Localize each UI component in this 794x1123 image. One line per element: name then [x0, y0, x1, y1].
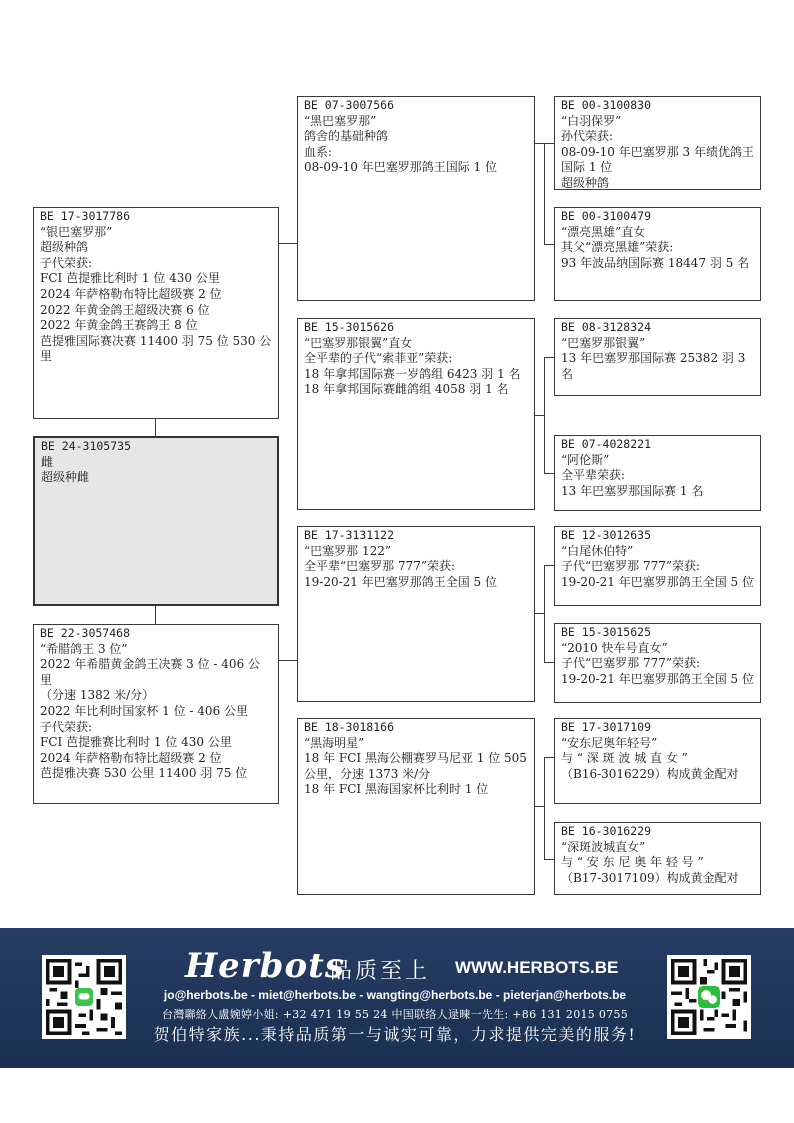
sire-detail: 超级种鸽 — [40, 240, 89, 255]
brand-row — [185, 946, 625, 988]
sire-dam-card — [297, 318, 535, 510]
connector-line — [544, 357, 554, 358]
bird-detail: 与 “ 深 斑 波 城 直 女 ” — [561, 751, 688, 766]
footer-band — [0, 928, 794, 1068]
connector-line — [544, 859, 554, 860]
dam-card — [33, 624, 279, 804]
bird-detail: 13 年巴塞罗那国际赛 1 名 — [561, 483, 704, 498]
subject-card — [33, 436, 279, 606]
bird-detail: 与 “ 安 东 尼 奥 年 轻 号 ” — [561, 855, 704, 870]
bird-detail: 08-09-10 年巴塞罗那 3 年绩优鸽王国际 1 位 — [561, 144, 754, 175]
line-qr-code[interactable] — [42, 955, 126, 1039]
connector-line — [544, 244, 554, 245]
ring-number: BE 17-3017109 — [561, 720, 652, 734]
bird-detail: 全平辈“巴塞罗那 777”荣获: — [304, 559, 456, 574]
sire-card — [33, 207, 279, 419]
bird-detail: 18 年 FCI 黑海公棚赛罗马尼亚 1 位 505 公里，分速 1373 米/分 — [304, 751, 527, 781]
connector-line — [279, 660, 297, 661]
ring-number: BE 24-3105735 — [41, 439, 132, 453]
ring-number: BE 15-3015626 — [304, 320, 395, 334]
ancestor-card — [554, 822, 761, 895]
ancestor-card — [554, 526, 761, 606]
ring-number: BE 07-4028221 — [561, 437, 652, 451]
ancestor-card — [554, 96, 761, 190]
connector-line — [544, 565, 554, 566]
connector-line — [535, 613, 544, 614]
bird-detail: 19-20-21 年巴塞罗那鸽王全国 5 位 — [561, 574, 754, 589]
connector-line — [279, 243, 297, 244]
bird-detail: 19-20-21 年巴塞罗那鸽王全国 5 位 — [304, 574, 497, 589]
herbots-logo: Herbots — [185, 946, 345, 986]
ancestor-card — [554, 718, 761, 804]
sire-detail: 2022 年黄金鸽王赛鸽王 8 位 — [40, 318, 198, 333]
ancestor-card — [554, 435, 761, 511]
sire-detail: FCI 芭提雅比利时 1 位 430 公里 — [40, 271, 220, 286]
sire-detail: 芭提雅国际赛决赛 11400 羽 75 位 530 公里 — [40, 333, 272, 364]
sire-detail: 2022 年黄金鸽王超级决赛 6 位 — [40, 302, 210, 317]
bird-name: “2010 快车号直女” — [561, 640, 668, 655]
wechat-qr-code[interactable] — [667, 955, 751, 1039]
bird-detail: 93 年波品纳国际赛 18447 羽 5 名 — [561, 255, 750, 270]
bird-detail: （B17-3017109）构成黄金配对 — [561, 870, 739, 885]
bird-detail: 其父“漂亮黑雄”荣获: — [561, 240, 674, 255]
dam-dam-card — [297, 718, 535, 895]
bird-detail: 18 年拿邦国际赛一岁鸽组 6423 羽 1 名 — [304, 366, 521, 381]
ring-number: BE 22-3057468 — [40, 626, 131, 640]
ring-number: BE 12-3012635 — [561, 528, 652, 542]
bird-detail: 超级种鸽 — [561, 175, 610, 190]
qr-code-pattern — [671, 959, 747, 1035]
dam-name: “希腊鸽王 3 位” — [40, 641, 128, 656]
bird-detail: 19-20-21 年巴塞罗那鸽王全国 5 位 — [561, 671, 754, 686]
dam-detail: 芭提雅决赛 530 公里 11400 羽 75 位 — [40, 766, 248, 781]
dam-detail: FCI 芭提雅赛比利时 1 位 430 公里 — [40, 735, 232, 750]
bird-detail: 血系: — [304, 144, 333, 159]
dam-detail: 2022 年希腊黄金鸽王决赛 3 位 - 406 公里 — [40, 657, 261, 687]
bird-name: “白羽保罗” — [561, 113, 622, 128]
connector-line — [544, 757, 554, 758]
bird-name: “阿伦斯” — [561, 452, 610, 467]
ring-number: BE 00-3100479 — [561, 209, 652, 223]
bird-detail: 全平辈荣获: — [561, 468, 626, 483]
bird-detail: 13 年巴塞罗那国际赛 25382 羽 3 名 — [561, 351, 746, 381]
dam-detail: 2024 年萨格勒布特比超级赛 2 位 — [40, 750, 222, 765]
dam-detail: 2022 年比利时国家杯 1 位 - 406 公里 — [40, 703, 249, 718]
bird-name: “巴塞罗那银翼”直女 — [304, 335, 413, 350]
dam-detail: 子代荣获: — [40, 719, 93, 734]
bird-name: “漂亮黑雄”直女 — [561, 224, 646, 239]
qr-code-pattern — [46, 959, 122, 1035]
brand-slogan: 品质至上 — [330, 959, 431, 984]
bird-detail: 子代“巴塞罗那 777”荣获: — [561, 656, 701, 671]
bird-name: “巴塞罗那银翼” — [561, 335, 646, 350]
connector-line — [544, 662, 554, 663]
connector-line — [155, 418, 156, 436]
ring-number: BE 00-3100830 — [561, 98, 652, 112]
ring-number: BE 07-3007566 — [304, 98, 395, 112]
ancestor-card — [554, 623, 761, 703]
dam-detail: （分速 1382 米/分） — [40, 688, 155, 703]
connector-line — [535, 806, 544, 807]
ancestor-card — [554, 207, 761, 301]
connector-line — [544, 143, 545, 244]
connector-line — [535, 415, 544, 416]
ring-number: BE 18-3018166 — [304, 720, 395, 734]
connector-line — [544, 757, 545, 859]
connector-line — [544, 473, 554, 474]
sire-name: “银巴塞罗那” — [40, 224, 113, 239]
subject-sex: 雌 — [41, 454, 54, 469]
ring-number: BE 17-3131122 — [304, 528, 395, 542]
bird-name: “深斑波城直女” — [561, 839, 646, 854]
sire-detail: 2024 年萨格勒布特比超级赛 2 位 — [40, 286, 222, 301]
bird-detail: 孙代荣获: — [561, 129, 614, 144]
bird-detail: （B16-3016229）构成黄金配对 — [561, 766, 739, 781]
bird-name: “白尾休伯特” — [561, 543, 634, 558]
connector-line — [544, 565, 545, 662]
sire-sire-card — [297, 96, 535, 301]
bird-name: “巴塞罗那 122” — [304, 543, 391, 558]
bird-detail: 18 年拿邦国际赛雌鸽组 4058 羽 1 名 — [304, 382, 509, 397]
ring-number: BE 08-3128324 — [561, 320, 652, 334]
ring-number: BE 16-3016229 — [561, 824, 652, 838]
bird-detail: 鸽舍的基础种鸽 — [304, 129, 389, 144]
ancestor-card — [554, 318, 761, 396]
bird-detail: 全平辈的子代“索菲亚”荣获: — [304, 351, 453, 366]
bird-detail: 18 年 FCI 黑海国家杯比利时 1 位 — [304, 782, 489, 797]
subject-detail: 超级种雌 — [41, 470, 90, 485]
bird-name: “安东尼奥年轻号” — [561, 735, 658, 750]
ring-number: BE 15-3015625 — [561, 625, 652, 639]
connector-line — [544, 357, 545, 473]
contact-phones: 台灣聯絡人盧婉婷小姐: +32 471 19 55 24 中国联络人逯暕一先生: +86 131 2015 0755 — [161, 1008, 629, 1021]
company-tagline: 贺伯特家族...秉持品质第一与诚实可靠，力求提供完美的服务! — [153, 1025, 637, 1044]
email-list[interactable]: jo@herbots.be - miet@herbots.be - wangting@herbots.be - pieterjan@herbots.be — [163, 988, 627, 1002]
bird-detail: 08-09-10 年巴塞罗那鸽王国际 1 位 — [304, 160, 497, 175]
dam-sire-card — [297, 526, 535, 702]
ring-number: BE 17-3017786 — [40, 209, 131, 223]
bird-name: “黑巴塞罗那” — [304, 113, 377, 128]
connector-line — [155, 606, 156, 624]
bird-name: “黑海明星” — [304, 735, 365, 750]
sire-detail: 子代荣获: — [40, 255, 93, 270]
connector-line — [535, 143, 544, 144]
website-link[interactable]: WWW.HERBOTS.BE — [455, 958, 619, 977]
connector-line — [544, 143, 554, 144]
bird-detail: 子代“巴塞罗那 777”荣获: — [561, 559, 701, 574]
